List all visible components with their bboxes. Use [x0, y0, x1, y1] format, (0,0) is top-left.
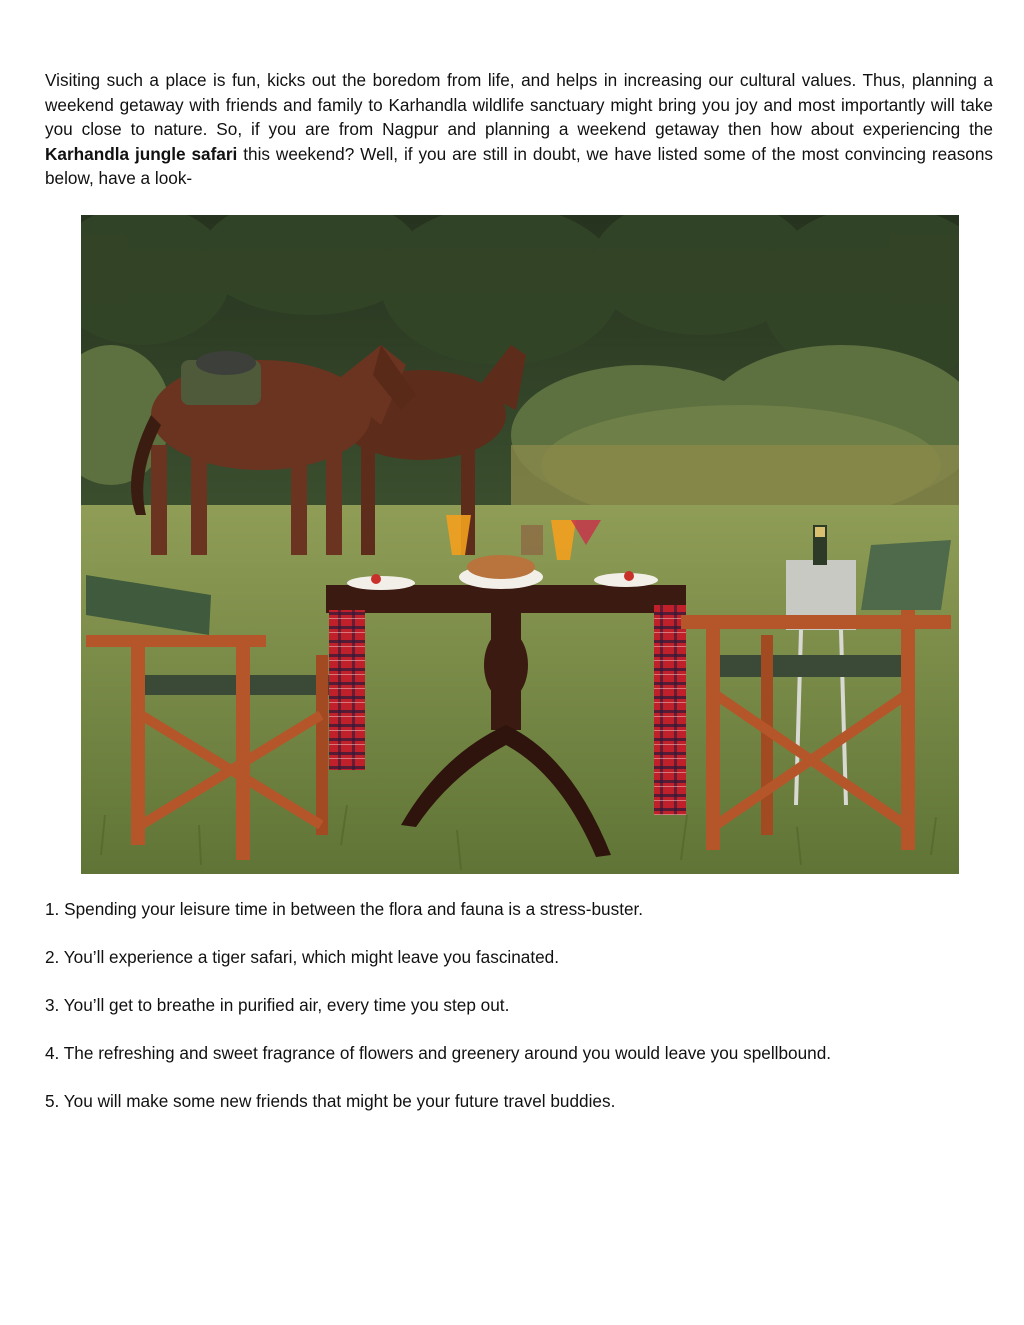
intro-paragraph: [45, 68, 993, 191]
photo-illustration: [81, 215, 959, 874]
reason-item-5: 5. You will make some new friends that might be your future travel buddies.: [45, 1091, 616, 1111]
safari-picnic-photo: [81, 215, 959, 874]
reason-item-1: 1. Spending your leisure time in between the flora and fauna is a stress-buster.: [45, 899, 644, 919]
karhandla-jungle-safari-link[interactable]: Karhandla jungle safari: [45, 143, 238, 164]
tall-grass-band: [511, 445, 959, 515]
reason-item-4: 4. The refreshing and sweet fragrance of flowers and greenery around you would leave you spellbound.: [45, 1043, 832, 1063]
reason-item-2: 2. You’ll experience a tiger safari, which might leave you fascinated.: [45, 947, 560, 967]
intro-text-after: this weekend? Well, if you are still in doubt, we have listed some of the most convincing reasons below, have a look-: [45, 143, 993, 189]
intro-text-before: Visiting such a place is fun, kicks out the boredom from life, and helps in increasing our cultural values. Thus, planning a weekend getaway with friends and family to Karhandla wildlife sanctuary might bring you joy and most importantly will take you close to nature. So, if you are from Nagpur and planning a weekend getaway then how about experiencing the: [45, 70, 993, 140]
reasons-list: [45, 897, 831, 1137]
reason-item-3: 3. You’ll get to breathe in purified air, every time you step out.: [45, 995, 510, 1015]
